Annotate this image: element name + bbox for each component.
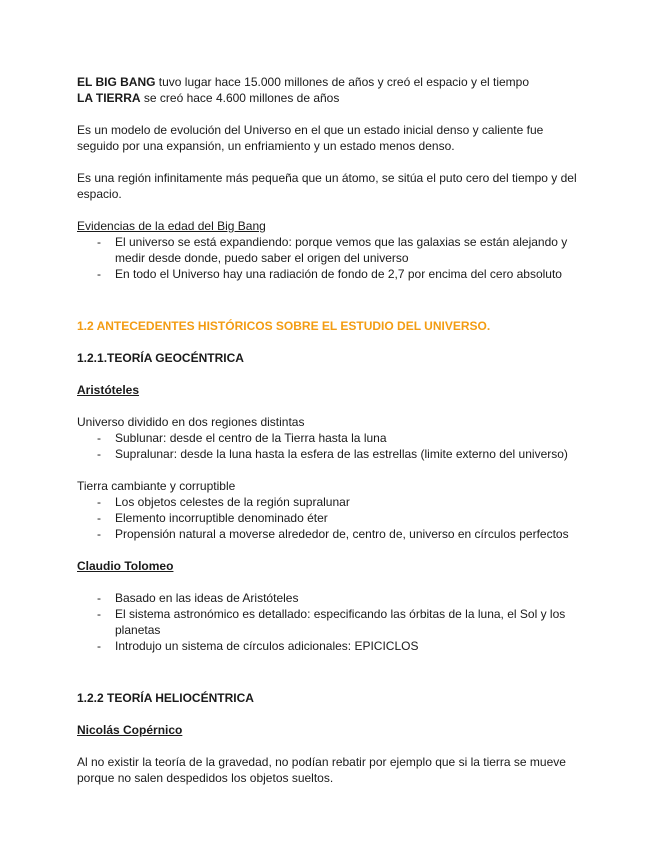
copernico-heading: Nicolás Copérnico xyxy=(77,723,183,737)
list-item: - Basado en las ideas de Aristóteles xyxy=(97,591,299,605)
aristoteles-group1-list xyxy=(77,430,577,462)
copernico-paragraph: Al no existir la teoría de la gravedad, no podían rebatir por ejemplo que si la tierra se mueve porque no salen despedidos los objetos sueltos. xyxy=(77,755,566,785)
evidencias-list xyxy=(77,234,577,282)
list-item: - Propensión natural a moverse alrededor de, centro de, universo en círculos perfectos xyxy=(97,527,569,541)
intro-line-2 xyxy=(77,90,577,106)
region-paragraph: Es una región infinitamente más pequeña que un átomo, se sitúa el puto cero del tiempo y del espacio. xyxy=(77,171,577,201)
bullet-dash: - xyxy=(97,447,101,461)
bullet-dash: - xyxy=(97,267,101,281)
aristoteles-heading: Aristóteles xyxy=(77,383,140,397)
list-item: - Supralunar: desde la luna hasta la esfera de las estrellas (limite externo del universo) xyxy=(97,447,568,461)
tierra-label: LA TIERRA xyxy=(77,91,141,105)
bullet-dash: - xyxy=(97,591,101,605)
aristoteles-group2-list xyxy=(77,494,577,542)
tolomeo-list xyxy=(77,590,577,654)
big-bang-label: EL BIG BANG xyxy=(77,75,156,89)
bullet-dash: - xyxy=(97,235,101,249)
heliocentrica-heading: 1.2.2 TEORÍA HELIOCÉNTRICA xyxy=(77,691,254,705)
bullet-dash: - xyxy=(97,431,101,445)
geocentrica-heading: 1.2.1.TEORÍA GEOCÉNTRICA xyxy=(77,351,244,365)
aristoteles-group2-label: Tierra cambiante y corruptible xyxy=(77,479,236,493)
bullet-dash: - xyxy=(97,527,101,541)
list-item: - Los objetos celestes de la región supralunar xyxy=(97,495,350,509)
list-item: - El sistema astronómico es detallado: especificando las órbitas de la luna, el Sol y los planetas xyxy=(97,607,566,637)
bullet-dash: - xyxy=(97,511,101,525)
bullet-dash: - xyxy=(97,607,101,621)
intro-line-1 xyxy=(77,74,577,90)
bullet-dash: - xyxy=(97,495,101,509)
tierra-text: se creó hace 4.600 millones de años xyxy=(140,91,340,105)
list-item: - Elemento incorruptible denominado éter xyxy=(97,511,328,525)
list-item: - Sublunar: desde el centro de la Tierra hasta la luna xyxy=(97,431,387,445)
document-page xyxy=(77,74,577,786)
evidencias-title: Evidencias de la edad del Big Bang xyxy=(77,219,266,233)
tolomeo-heading: Claudio Tolomeo xyxy=(77,559,174,573)
list-item: - El universo se está expandiendo: porque vemos que las galaxias se están alejando y medir desde donde, puedo saber el origen del universo xyxy=(97,235,568,265)
bullet-dash: - xyxy=(97,639,101,653)
big-bang-text: tuvo lugar hace 15.000 millones de años y creó el espacio y el tiempo xyxy=(155,75,530,89)
list-item: - En todo el Universo hay una radiación de fondo de 2,7 por encima del cero absoluto xyxy=(97,267,562,281)
section-heading: 1.2 ANTECEDENTES HISTÓRICOS SOBRE EL ESTUDIO DEL UNIVERSO. xyxy=(77,319,491,333)
list-item: - Introdujo un sistema de círculos adicionales: EPICICLOS xyxy=(97,639,419,653)
aristoteles-group1-label: Universo dividido en dos regiones distintas xyxy=(77,415,305,429)
model-paragraph: Es un modelo de evolución del Universo en el que un estado inicial denso y caliente fue seguido por una expansión, un enfriamiento y un estado menos denso. xyxy=(77,123,544,153)
